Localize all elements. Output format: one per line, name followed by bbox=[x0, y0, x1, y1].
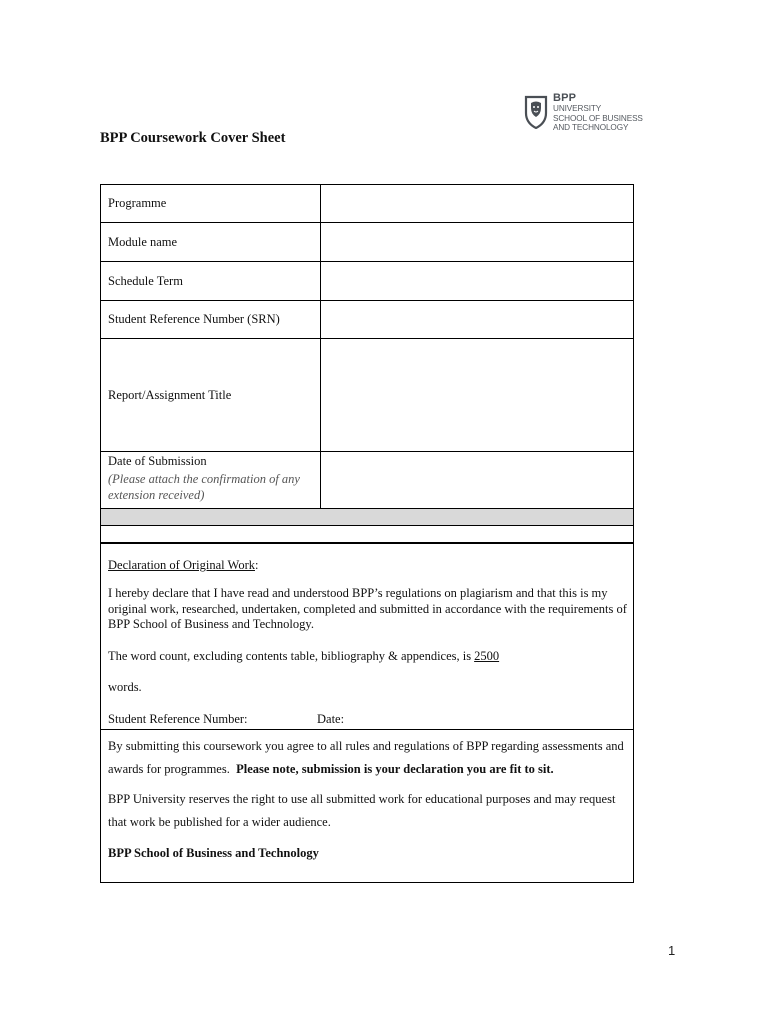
srn-label: Student Reference Number (SRN) bbox=[101, 301, 321, 339]
programme-field[interactable] bbox=[321, 185, 634, 223]
document-title: BPP Coursework Cover Sheet bbox=[100, 130, 286, 146]
schedule-term-label: Schedule Term bbox=[101, 262, 321, 301]
declaration-srn-label: Student Reference Number: bbox=[108, 712, 248, 726]
grey-separator bbox=[101, 509, 634, 526]
terms-paragraph-2: BPP University reserves the right to use all submitted work for educational purposes and may request that work be published for a wider audience. bbox=[108, 792, 616, 829]
submission-date-label: Date of Submission bbox=[108, 454, 207, 468]
declaration-date-label: Date: bbox=[317, 712, 345, 726]
logo-line-3: AND TECHNOLOGY bbox=[553, 123, 629, 132]
declaration-heading-colon: : bbox=[254, 558, 259, 572]
page-number: 1 bbox=[668, 943, 676, 958]
grey-separator-row bbox=[101, 509, 634, 526]
bpp-logo bbox=[524, 92, 643, 134]
module-name-label: Module name bbox=[101, 223, 321, 262]
schedule-term-field[interactable] bbox=[321, 262, 634, 301]
form-row-report-title bbox=[101, 339, 634, 452]
lion-shield-icon bbox=[524, 95, 548, 129]
submission-date-cell bbox=[101, 452, 321, 509]
school-name: BPP School of Business and Technology bbox=[108, 846, 319, 860]
form-row-srn bbox=[101, 301, 634, 339]
words-label: words. bbox=[108, 680, 142, 694]
blank-separator bbox=[101, 526, 634, 543]
word-count-line bbox=[108, 649, 629, 665]
declaration-heading bbox=[108, 558, 629, 574]
form-row-term bbox=[101, 262, 634, 301]
fit-to-sit-notice: Please note, submission is your declaration you are fit to sit. bbox=[236, 762, 554, 776]
declaration-heading-text: Declaration of Original Work bbox=[108, 558, 255, 572]
srn-field[interactable] bbox=[321, 301, 634, 339]
programme-label: Programme bbox=[101, 185, 321, 223]
logo-line-2: SCHOOL OF BUSINESS bbox=[553, 113, 643, 123]
logo-text bbox=[553, 92, 643, 133]
form-row-programme bbox=[101, 185, 634, 223]
logo-line-1: UNIVERSITY bbox=[553, 104, 602, 113]
module-name-field[interactable] bbox=[321, 223, 634, 262]
form-row-submission-date bbox=[101, 452, 634, 509]
logo-brand: BPP bbox=[553, 92, 577, 104]
extension-note: (Please attach the confirmation of any extension received) bbox=[108, 472, 300, 502]
declaration-box bbox=[100, 543, 634, 730]
report-title-label: Report/Assignment Title bbox=[101, 339, 321, 452]
cover-sheet-form-table bbox=[100, 184, 634, 543]
form-row-module bbox=[101, 223, 634, 262]
terms-box bbox=[100, 729, 634, 883]
word-count-prefix: The word count, excluding contents table, bibliography & appendices, is bbox=[108, 649, 472, 663]
blank-separator-row bbox=[101, 526, 634, 543]
submission-date-field[interactable] bbox=[321, 452, 634, 509]
declaration-sign-line bbox=[108, 712, 629, 728]
terms-paragraph-1 bbox=[108, 735, 631, 781]
declaration-body: I hereby declare that I have read and understood BPP’s regulations on plagiarism and that this is my original work, researched, undertaken, completed and submitted in accordance with the requirements of BPP School of Business and Technology. bbox=[108, 586, 627, 631]
word-count-value[interactable]: 2500 bbox=[474, 649, 500, 663]
terms-rules-text: By submitting this coursework you agree to all rules and regulations of BPP regarding assessments and awards for programmes. bbox=[108, 739, 624, 776]
report-title-field[interactable] bbox=[321, 339, 634, 452]
